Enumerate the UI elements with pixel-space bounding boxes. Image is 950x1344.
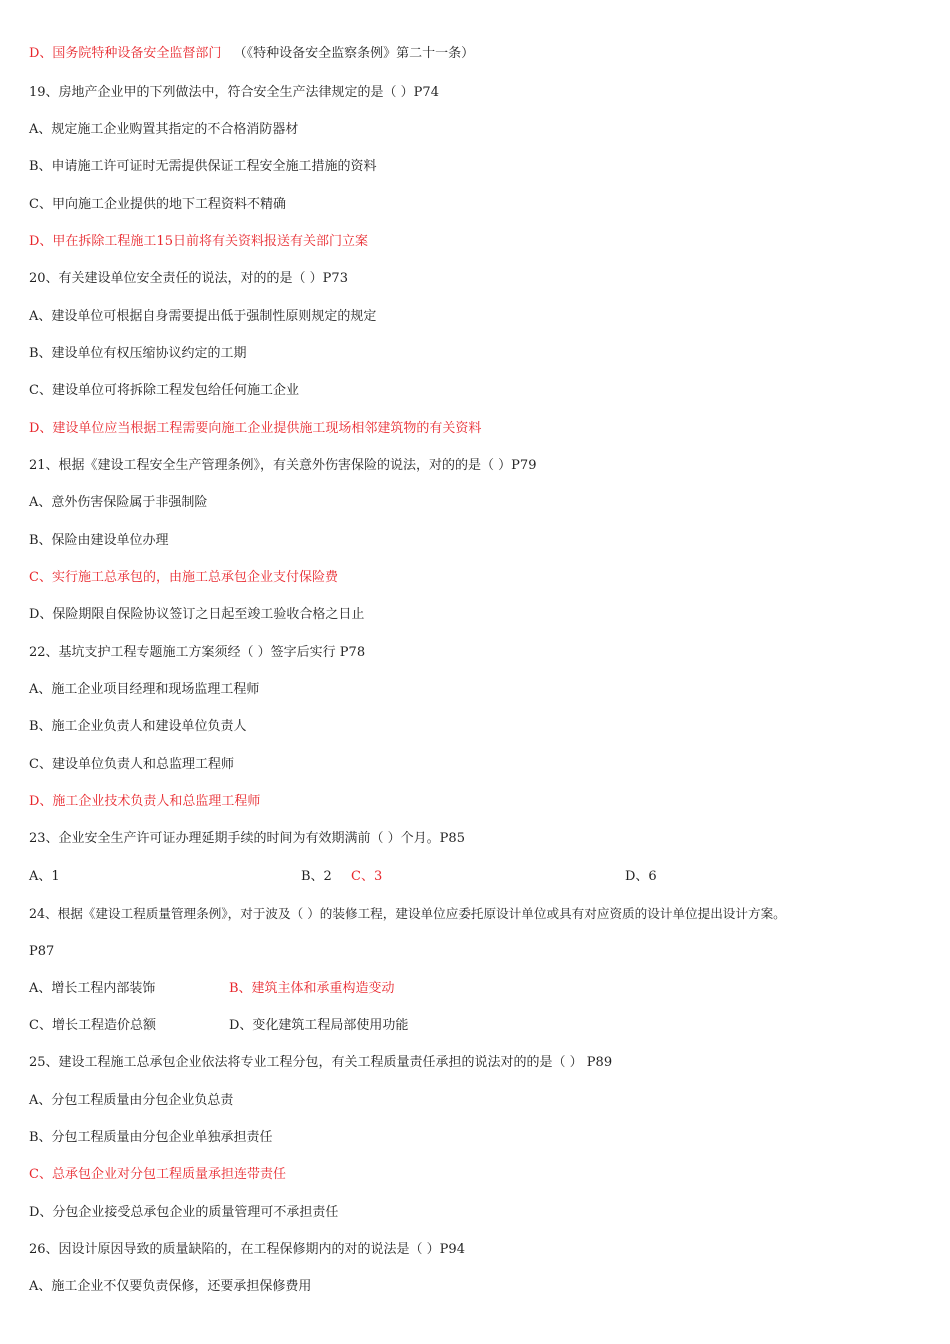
- citation-text: （《特种设备安全监察条例》第二十一条）: [233, 46, 475, 61]
- q23-options-row: [29, 868, 929, 886]
- answer-line: C、实行施工总承包的，由施工总承包企业支付保险费: [29, 570, 338, 585]
- option-line: A、施工企业项目经理和现场监理工程师: [29, 682, 260, 697]
- answer-line: D、甲在拆除工程施工15日前将有关资料报送有关部门立案: [29, 234, 368, 249]
- option-line: B、申请施工许可证时无需提供保证工程安全施工措施的资料: [29, 159, 377, 174]
- option-line: C、建设单位负责人和总监理工程师: [29, 757, 234, 772]
- answer-line: D、建设单位应当根据工程需要向施工企业提供施工现场相邻建筑物的有关资料: [29, 421, 482, 436]
- question-25: 25、建设工程施工总承包企业依法将专业工程分包，有关工程质量责任承担的说法对的的是（ ） P89: [29, 1055, 613, 1070]
- option-c: C、增长工程造价总额: [29, 1018, 156, 1033]
- option-line: A、施工企业不仅要负责保修，还要承担保修费用: [29, 1279, 312, 1294]
- option-d: D、6: [625, 869, 657, 884]
- option-line: A、规定施工企业购置其指定的不合格消防器材: [29, 122, 299, 137]
- option-line: A、分包工程质量由分包企业负总责: [29, 1093, 234, 1108]
- question-19: 19、房地产企业甲的下列做法中，符合安全生产法律规定的是（ ）P74: [29, 85, 439, 100]
- answer-line: D、施工企业技术负责人和总监理工程师: [29, 794, 261, 809]
- option-line: A、意外伤害保险属于非强制险: [29, 495, 208, 510]
- option-line: D、分包企业接受总承包企业的质量管理可不承担责任: [29, 1205, 339, 1220]
- option-a: A、增长工程内部装饰: [29, 981, 156, 996]
- option-line: A、建设单位可根据自身需要提出低于强制性原则规定的规定: [29, 309, 377, 324]
- question-21: 21、根据《建设工程安全生产管理条例》，有关意外伤害保险的说法，对的的是（ ）P79: [29, 458, 537, 473]
- answer-line: C、总承包企业对分包工程质量承担连带责任: [29, 1167, 286, 1182]
- option-c-answer: C、3: [351, 869, 383, 884]
- page-ref: P87: [29, 944, 55, 959]
- option-line: B、保险由建设单位办理: [29, 533, 169, 548]
- answer-line: [29, 45, 474, 63]
- option-a: A、1: [29, 869, 60, 884]
- option-b-answer: B、建筑主体和承重构造变动: [229, 981, 395, 996]
- question-23: 23、企业安全生产许可证办理延期手续的时间为有效期满前（ ）个月。P85: [29, 831, 465, 846]
- question-22: 22、基坑支护工程专题施工方案须经（ ）签字后实行 P78: [29, 645, 366, 660]
- option-line: B、分包工程质量由分包企业单独承担责任: [29, 1130, 273, 1145]
- q24-options-row-2: [29, 1017, 929, 1035]
- question-20: 20、有关建设单位安全责任的说法，对的的是（ ）P73: [29, 271, 348, 286]
- question-26: 26、因设计原因导致的质量缺陷的，在工程保修期内的对的说法是（ ）P94: [29, 1242, 465, 1257]
- option-b: B、2: [301, 869, 332, 884]
- option-line: C、甲向施工企业提供的地下工程资料不精确: [29, 197, 286, 212]
- option-line: B、施工企业负责人和建设单位负责人: [29, 719, 247, 734]
- option-line: D、保险期限自保险协议签订之日起至竣工验收合格之日止: [29, 607, 365, 622]
- q24-options-row-1: [29, 980, 929, 998]
- answer-text: D、国务院特种设备安全监督部门: [29, 46, 222, 61]
- question-24: 24、根据《建设工程质量管理条例》，对于波及（ ）的装修工程，建设单位应委托原设计单位或具有对应资质的设计单位提出设计方案。: [29, 906, 786, 921]
- option-d: D、变化建筑工程局部使用功能: [229, 1018, 409, 1033]
- option-line: C、建设单位可将拆除工程发包给任何施工企业: [29, 383, 299, 398]
- option-line: B、建设单位有权压缩协议约定的工期: [29, 346, 247, 361]
